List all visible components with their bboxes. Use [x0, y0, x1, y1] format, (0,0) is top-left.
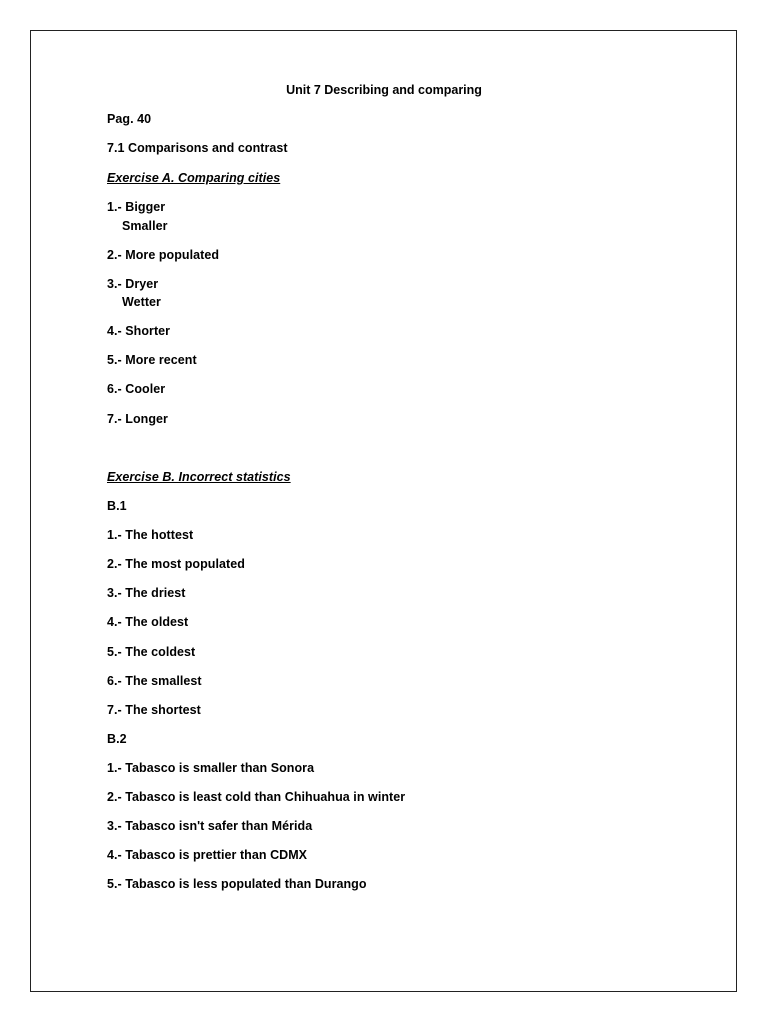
item-text: Longer	[125, 412, 168, 426]
page-reference: Pag. 40	[107, 112, 152, 126]
section-heading: 7.1 Comparisons and contrast	[107, 141, 288, 155]
item-text: Cooler	[125, 382, 166, 396]
item-text: More populated	[125, 248, 220, 262]
list-item	[107, 353, 197, 368]
list-item	[107, 248, 219, 263]
subsection-label: B.2	[107, 732, 127, 746]
list-item: 4.- Tabasco is prettier than CDMX	[107, 848, 308, 862]
list-item: 2.- The most populated	[107, 557, 245, 571]
item-number: 7.-	[107, 412, 122, 426]
list-item	[107, 324, 170, 339]
item-number: 2.-	[107, 248, 122, 262]
list-item: 1.- The hottest	[107, 528, 194, 542]
list-item	[107, 412, 168, 427]
list-item	[107, 382, 165, 397]
list-item: 3.- Tabasco isn't safer than Mérida	[107, 819, 313, 833]
list-item: 3.- The driest	[107, 586, 186, 600]
item-text-continuation: Smaller	[122, 219, 168, 233]
list-item: 2.- Tabasco is least cold than Chihuahua in winter	[107, 790, 406, 804]
item-number: 4.-	[107, 324, 122, 338]
list-item	[107, 200, 165, 215]
item-text: Bigger	[125, 200, 166, 214]
page-title: Unit 7 Describing and comparing	[286, 83, 482, 97]
list-item: 6.- The smallest	[107, 674, 202, 688]
list-item: 4.- The oldest	[107, 615, 189, 629]
list-item	[107, 277, 158, 292]
list-item: 1.- Tabasco is smaller than Sonora	[107, 761, 315, 775]
exercise-a-heading: Exercise A. Comparing cities	[107, 171, 281, 185]
item-number: 5.-	[107, 353, 122, 367]
subsection-label: B.1	[107, 499, 127, 513]
item-number: 3.-	[107, 277, 122, 291]
item-number: 6.-	[107, 382, 122, 396]
item-text: More recent	[125, 353, 197, 367]
item-text-continuation: Wetter	[122, 295, 161, 309]
list-item: 5.- Tabasco is less populated than Durango	[107, 877, 367, 891]
item-text: Dryer	[125, 277, 159, 291]
exercise-b-heading: Exercise B. Incorrect statistics	[107, 470, 291, 484]
item-text: Shorter	[125, 324, 171, 338]
item-number: 1.-	[107, 200, 122, 214]
list-item: 7.- The shortest	[107, 703, 201, 717]
list-item: 5.- The coldest	[107, 645, 196, 659]
